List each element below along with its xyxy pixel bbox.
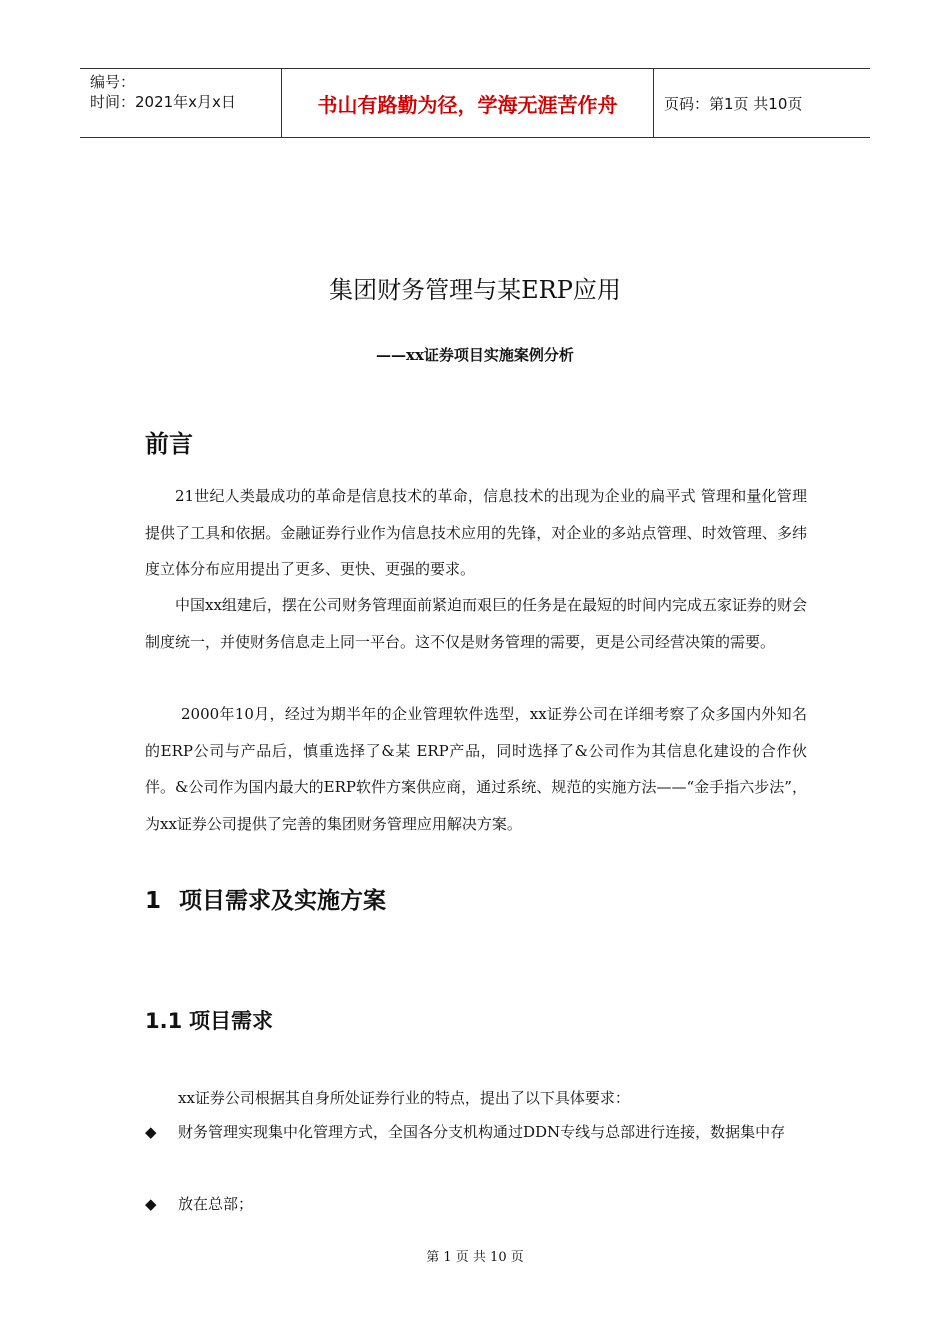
section-1-1-heading (145, 1005, 273, 1035)
preface-heading: 前言 (145, 430, 193, 458)
preface-paragraph-2: 中国xx组建后，摆在公司财务管理面前紧迫而艰巨的任务是在最短的时间内完成五家证券的财会制度统一，并使财务信息走上同一平台。这不仅是财务管理的需要，更是公司经营决策的需要。 (145, 596, 807, 651)
list-item: ◆ 放在总部； (145, 1186, 807, 1222)
list-item: ◆ 财务管理实现集中化管理方式，全国各分支机构通过DDN专线与总部进行连接，数据集中存 (145, 1114, 807, 1150)
subsection-number: 1.1 (145, 1009, 183, 1033)
subsection-title: 项目需求 (189, 1009, 273, 1033)
preface-paragraph-3: 2000年10月，经过为期半年的企业管理软件选型，xx证券公司在详细考察了众多国内外知名的ERP公司与产品后，慎重选择了&某 ERP产品，同时选择了&公司作为其信息化建设的合作伙伴。&公司作为国内最大的ERP软件方案供应商，通过系统、规范的实施方法——“金手指六步法”，为xx证券公司提供了完善的集团财务管理应用解决方案。 (145, 705, 807, 833)
document-title: 集团财务管理与某ERP应用 (329, 276, 621, 304)
header-meta (80, 69, 281, 137)
header-page-info: 页码：第1页 共10页 (664, 94, 803, 113)
page-footer: 第 1 页 共 10 页 (426, 1250, 524, 1265)
document-subtitle: ——xx证券项目实施案例分析 (376, 346, 574, 364)
section-title: 项目需求及实施方案 (179, 888, 386, 914)
requirements-intro: xx证券公司根据其自身所处证券行业的特点，提出了以下具体要求： (178, 1089, 630, 1107)
preface-paragraph-1: 21世纪人类最成功的革命是信息技术的革命，信息技术的出现为企业的扁平式 管理和量化管理提供了工具和依据。金融证券行业作为信息技术应用的先锋，对企业的多站点管理、时效管理、多纬度立体分布应用提出了更多、更快、更强的要求。 (145, 487, 807, 578)
time-label: 时间：2021年x月x日 (90, 93, 236, 111)
number-label: 编号： (90, 73, 136, 91)
diamond-bullet-icon: ◆ (145, 1195, 157, 1213)
section-number: 1 (145, 888, 162, 914)
header-motto: 书山有路勤为径，学海无涯苦作舟 (281, 69, 654, 137)
section-1-heading (145, 882, 386, 915)
header-table (80, 68, 870, 138)
diamond-bullet-icon: ◆ (145, 1123, 157, 1141)
